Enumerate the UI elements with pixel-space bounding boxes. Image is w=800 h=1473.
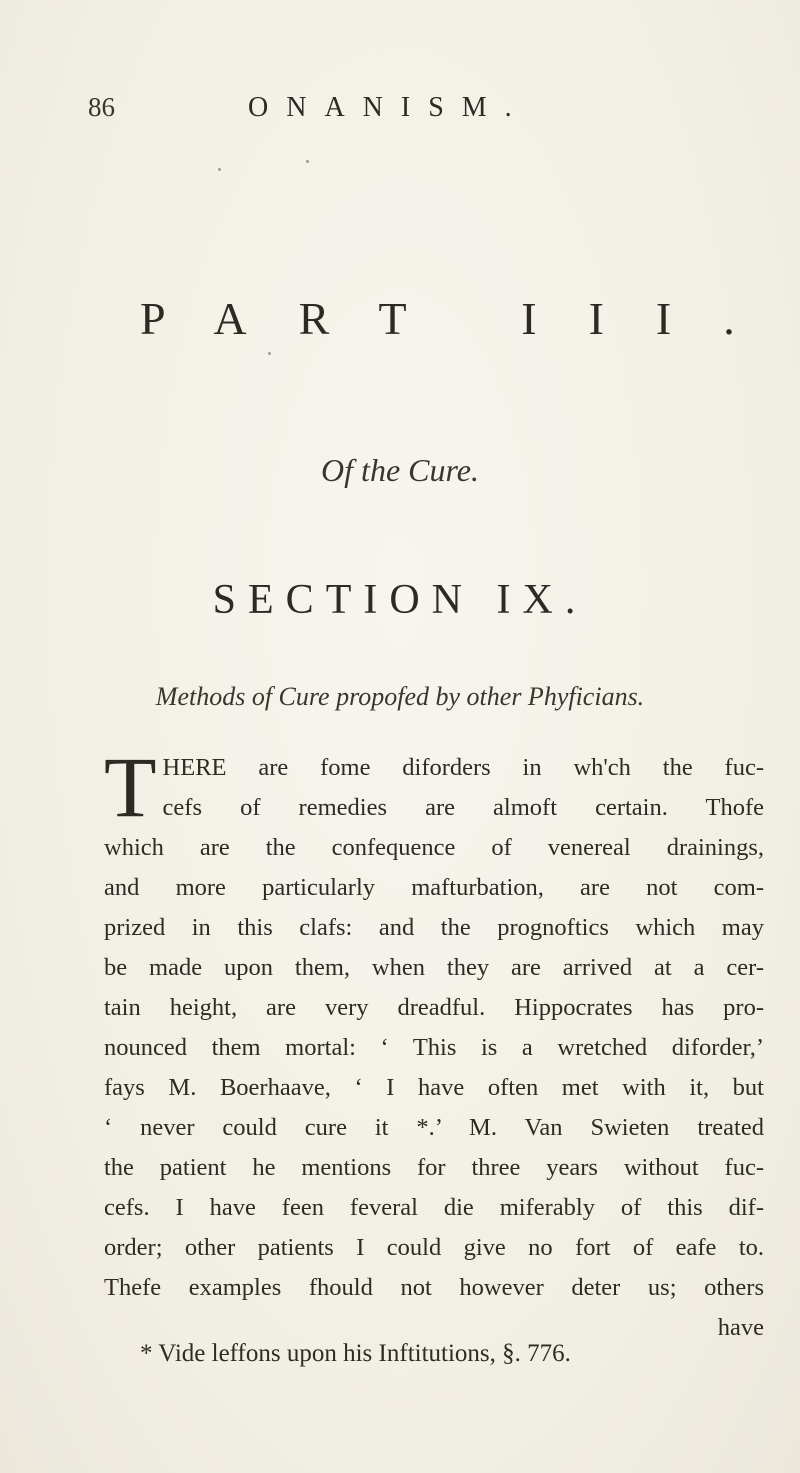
section-subtitle: Methods of Cure propofed by other Phyficians.	[155, 682, 645, 711]
text-line: fays M. Boerhaave, ‘ I have often met with it, but	[104, 1074, 764, 1101]
text-line: cefs. I have feen feveral die miferably of this dif-	[104, 1194, 764, 1221]
running-title: ONANISM.	[248, 92, 530, 123]
part-subtitle: Of the Cure.	[321, 452, 479, 488]
text-line: which are the confequence of venereal drainings,	[104, 834, 764, 861]
text-line: tain height, are very dreadful. Hippocrates has pro-	[104, 994, 764, 1021]
section-title: SECTION IX.	[212, 577, 588, 623]
catchword: have	[717, 1314, 764, 1341]
drop-cap: T	[104, 739, 157, 835]
text-line: Thefe examples fhould not however deter us; others	[104, 1274, 764, 1301]
text-line: and more particularly mafturbation, are not com-	[104, 874, 764, 901]
footnote: * Vide leffons upon his Inftitutions, §. 776.	[140, 1340, 571, 1367]
text-line: the patient he mentions for three years without fuc-	[104, 1154, 764, 1181]
page-header	[88, 92, 748, 132]
text-line: cefs of remedies are almoft certain. Thofe	[162, 794, 764, 821]
text-line: ‘ never could cure it *.’ M. Van Swieten treated	[104, 1114, 764, 1141]
text-line: nounced them mortal: ‘ This is a wretched diforder,’	[104, 1034, 764, 1061]
body-paragraph	[104, 739, 764, 1348]
text-line: prized in this clafs: and the prognoftics which may	[104, 914, 764, 941]
text-line: be made upon them, when they are arrived at a cer-	[104, 954, 764, 981]
page-number: 86	[88, 92, 115, 122]
text-line: HERE are fome diforders in wh'ch the fuc-	[162, 754, 764, 781]
ink-speck	[218, 168, 221, 171]
ink-speck	[268, 352, 271, 355]
part-title: PART III.	[140, 293, 787, 344]
text-line: order; other patients I could give no fort of eafe to.	[104, 1234, 764, 1261]
ink-speck	[306, 160, 309, 163]
